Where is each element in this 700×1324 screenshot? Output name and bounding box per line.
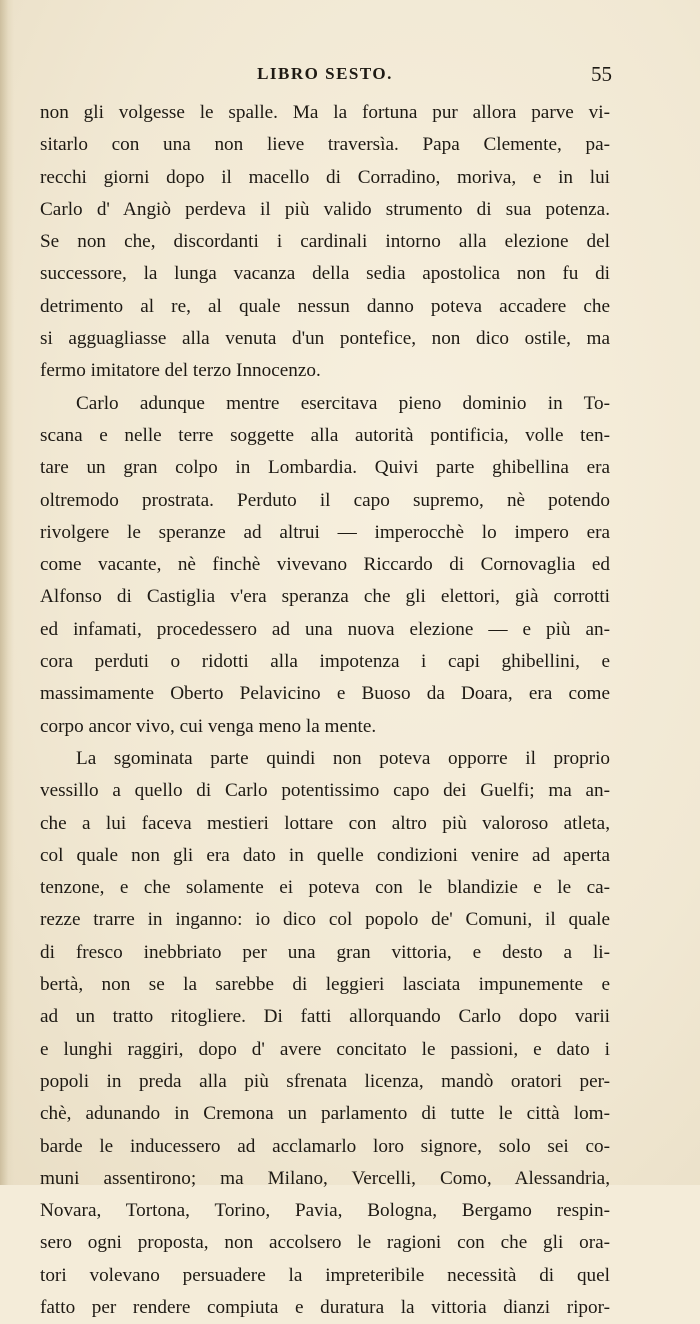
text-line: e lunghi raggiri, dopo d' avere concitato le passioni, e dato i (40, 1038, 610, 1060)
running-title: LIBRO SESTO. (257, 64, 393, 83)
text-line: Novara, Tortona, Torino, Pavia, Bologna, Bergamo respin- (40, 1200, 610, 1222)
text-line: Alfonso di Castiglia v'era speranza che gli elettori, già corrotti (40, 586, 610, 608)
text-line: chè, adunando in Cremona un parlamento di tutte le città lom- (40, 1103, 610, 1125)
text-line: Carlo adunque mentre esercitava pieno dominio in To- (76, 392, 610, 414)
paragraph-1 (40, 97, 610, 388)
text-line: fermo imitatore del terzo Innocenzo. (40, 360, 321, 382)
text-line: barde le inducessero ad acclamarlo loro signore, solo sei co- (40, 1135, 610, 1157)
text-line: che a lui faceva mestieri lottare con altro più valoroso atleta, (40, 812, 610, 834)
text-line: corpo ancor vivo, cui venga meno la mente. (40, 715, 377, 737)
text-line: cora perduti o ridotti alla impotenza i capi ghibellini, e (40, 651, 610, 673)
text-line: come vacante, nè finchè vivevano Riccardo di Cornovaglia ed (40, 554, 610, 576)
text-line: vessillo a quello di Carlo potentissimo capo dei Guelfi; ma an- (40, 780, 610, 802)
text-line: Se non che, discordanti i cardinali intorno alla elezione del (40, 231, 610, 253)
text-line: tenzone, e che solamente ei poteva con le blandizie e le ca- (40, 877, 610, 899)
text-line: sero ogni proposta, non accolsero le ragioni con che gli ora- (40, 1232, 610, 1254)
text-line: col quale non gli era dato in quelle condizioni venire ad aperta (40, 844, 610, 866)
text-line: bertà, non se la sarebbe di leggieri lasciata impunemente e (40, 974, 610, 996)
text-line: detrimento al re, al quale nessun danno poteva accadere che (40, 295, 610, 317)
text-line: scana e nelle terre soggette alla autorità pontificia, volle ten- (40, 424, 610, 446)
text-line: La sgominata parte quindi non poteva opporre il proprio (76, 747, 610, 769)
text-line: tori volevano persuadere la impreteribile necessità di quel (40, 1264, 610, 1286)
text-line: tare un gran colpo in Lombardia. Quivi parte ghibellina era (40, 457, 610, 479)
text-line: fatto per rendere compiuta e duratura la vittoria dianzi ripor- (40, 1296, 610, 1318)
text-line: rivolgere le speranze ad altrui — imperocchè lo impero era (40, 521, 610, 543)
text-line: rezze trarre in inganno: io dico col popolo de' Comuni, il quale (40, 909, 610, 931)
text-line: massimamente Oberto Pelavicino e Buoso da Doara, era come (40, 683, 610, 705)
text-line: si agguagliasse alla venuta d'un pontefice, non dico ostile, ma (40, 328, 610, 350)
text-line: ad un tratto ritogliere. Di fatti allorquando Carlo dopo varii (40, 1006, 610, 1028)
text-line: ed infamati, procedessero ad una nuova elezione — e più an- (40, 618, 610, 640)
spine-shadow (0, 0, 14, 1185)
text-line: muni assentirono; ma Milano, Vercelli, Como, Alessandria, (40, 1167, 610, 1189)
text-line: sitarlo con una non lieve traversìa. Papa Clemente, pa- (40, 134, 610, 156)
text-line: recchi giorni dopo il macello di Corradino, moriva, e in lui (40, 166, 610, 188)
body-text (40, 97, 610, 1324)
text-line: di fresco inebbriato per una gran vittoria, e desto a li- (40, 941, 610, 963)
text-line: successore, la lunga vacanza della sedia apostolica non fu di (40, 263, 610, 285)
page-header (40, 62, 610, 90)
text-line: popoli in preda alla più sfrenata licenza, mandò oratori per- (40, 1070, 610, 1092)
text-line: Carlo d' Angiò perdeva il più valido strumento di sua potenza. (40, 198, 610, 220)
page-number: 55 (591, 62, 612, 86)
paragraph-3 (40, 743, 610, 1324)
text-line: oltremodo prostrata. Perduto il capo supremo, nè potendo (40, 489, 610, 511)
paragraph-2 (40, 388, 610, 743)
text-line: non gli volgesse le spalle. Ma la fortuna pur allora parve vi- (40, 102, 610, 123)
